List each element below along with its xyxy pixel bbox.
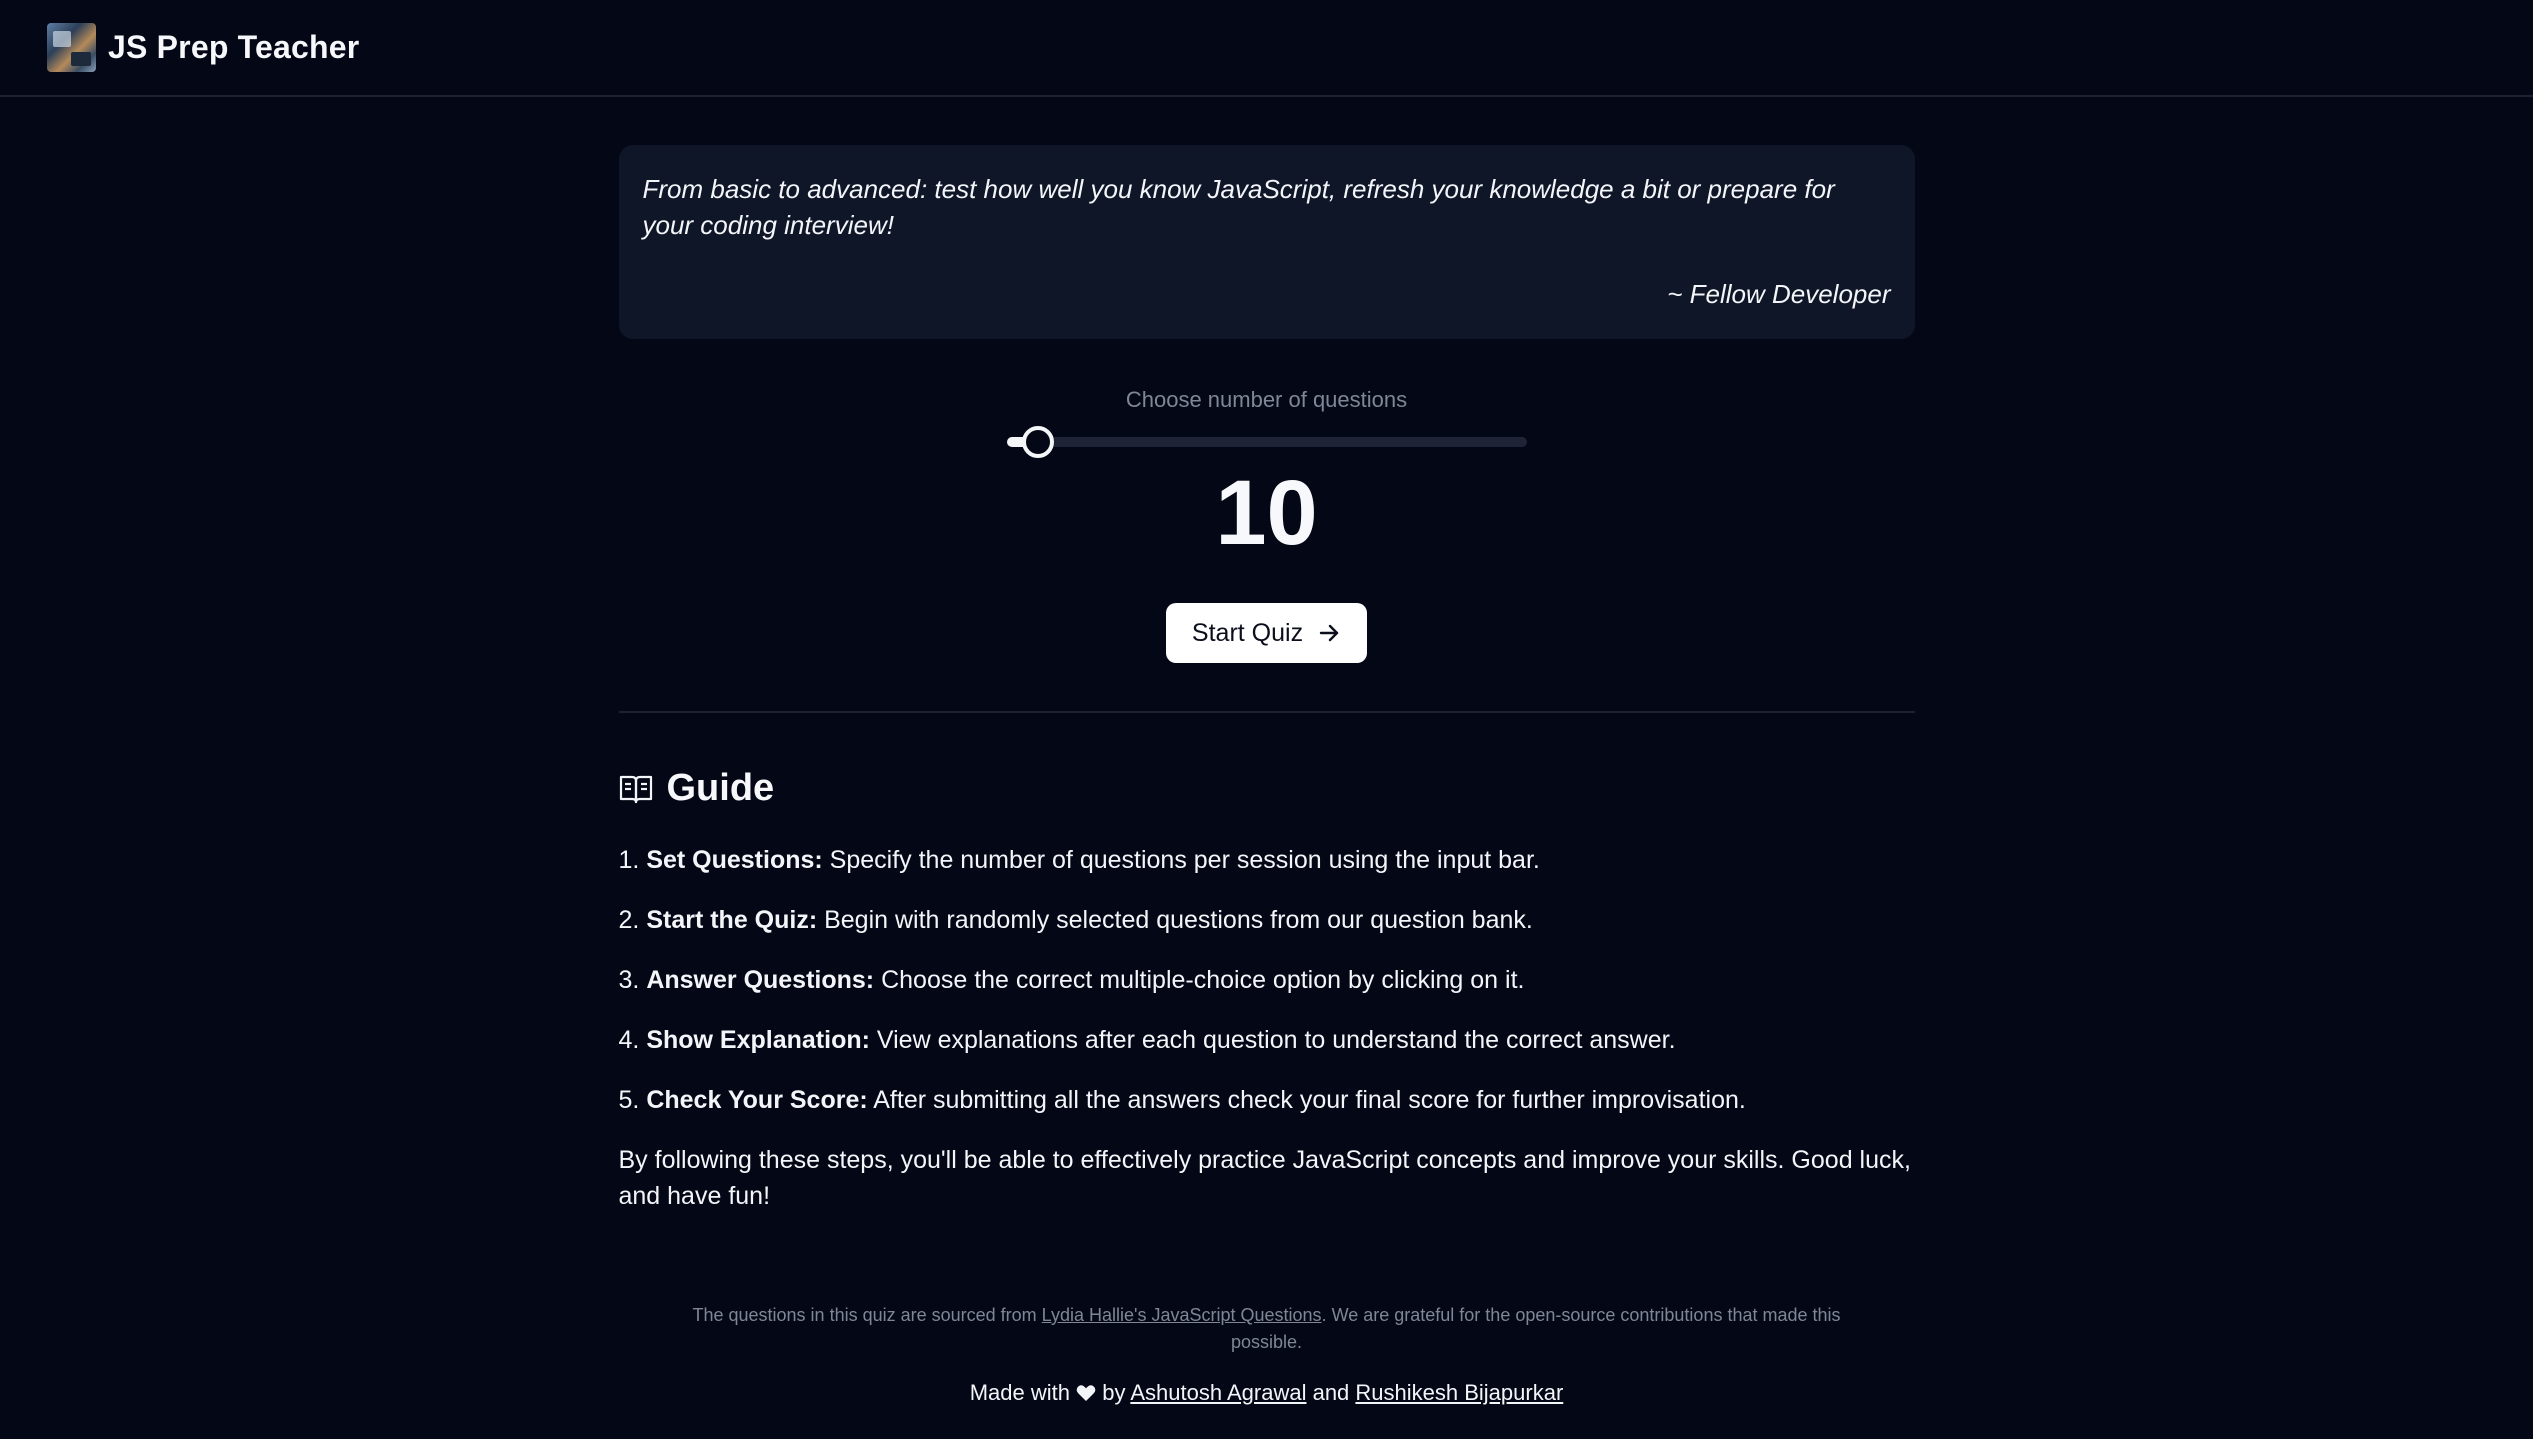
step-text: After submitting all the answers check your final score for further improvisation.: [867, 1086, 1746, 1114]
step-text: Specify the number of questions per session using the input bar.: [822, 846, 1540, 874]
step-text: Choose the correct multiple-choice option by clicking on it.: [874, 966, 1525, 994]
step-title: Start the Quiz:: [646, 906, 818, 934]
guide-step: [619, 1022, 1915, 1058]
start-quiz-button[interactable]: [1166, 603, 1367, 663]
slider-thumb[interactable]: [1022, 426, 1054, 458]
footer-note-after: . We are grateful for the open-source contributions that made this possible.: [1230, 1305, 1841, 1352]
app-header: [0, 0, 2533, 97]
and-text: and: [1306, 1380, 1356, 1405]
question-count-chooser: [619, 387, 1915, 663]
step-title: Check Your Score:: [646, 1086, 868, 1114]
step-number: 2.: [618, 906, 640, 934]
step-number: 3.: [618, 966, 640, 994]
guide-step: [619, 1082, 1915, 1118]
footer-attribution: [619, 1302, 1915, 1356]
quote-author: ~ Fellow Developer: [1667, 279, 1891, 309]
main-content: [619, 145, 1915, 1406]
guide-header: [619, 767, 1915, 810]
made-with-text: Made with: [969, 1380, 1070, 1405]
chooser-label: Choose number of questions: [1125, 387, 1408, 412]
arrow-right-icon: [1317, 621, 1341, 645]
step-title: Set Questions:: [646, 846, 823, 874]
step-number: 1.: [618, 846, 640, 874]
step-title: Answer Questions:: [646, 966, 875, 994]
guide-step: [619, 842, 1915, 878]
question-count-slider[interactable]: [1007, 437, 1527, 447]
step-text: View explanations after each question to understand the correct answer.: [869, 1026, 1676, 1054]
lydia-hallie-link[interactable]: Lydia Hallie's JavaScript Questions: [1041, 1305, 1322, 1325]
step-title: Show Explanation:: [646, 1026, 870, 1054]
step-number: 5.: [618, 1086, 640, 1114]
start-quiz-label: Start Quiz: [1191, 618, 1304, 647]
author-link-rushikesh[interactable]: Rushikesh Bijapurkar: [1355, 1380, 1564, 1405]
step-number: 4.: [618, 1026, 640, 1054]
step-text: Begin with randomly selected questions from our question bank.: [817, 906, 1533, 934]
author-link-ashutosh[interactable]: Ashutosh Agrawal: [1130, 1380, 1307, 1405]
quote-text: From basic to advanced: test how well you know JavaScript, refresh your knowledge a bit or prepare for your coding interview!: [642, 174, 1835, 240]
quote-card: [619, 145, 1915, 339]
footer-note-before: The questions in this quiz are sourced from: [692, 1305, 1042, 1325]
by-text: by: [1096, 1380, 1131, 1405]
question-count-value: 10: [1215, 462, 1318, 564]
guide-step: [619, 962, 1915, 998]
app-title[interactable]: JS Prep Teacher: [108, 29, 360, 65]
footer-credits: [619, 1380, 1915, 1406]
guide-step: [619, 902, 1915, 938]
guide-title: Guide: [666, 767, 775, 809]
guide-steps: [619, 842, 1915, 1118]
section-divider: [619, 711, 1915, 713]
app-logo-image[interactable]: [47, 23, 96, 72]
book-open-icon: [619, 774, 653, 804]
heart-icon: [1076, 1384, 1096, 1402]
guide-closing-text: By following these steps, you'll be able to effectively practice JavaScript concepts and improve your skills. Good luck, and have fun!: [618, 1146, 1911, 1210]
